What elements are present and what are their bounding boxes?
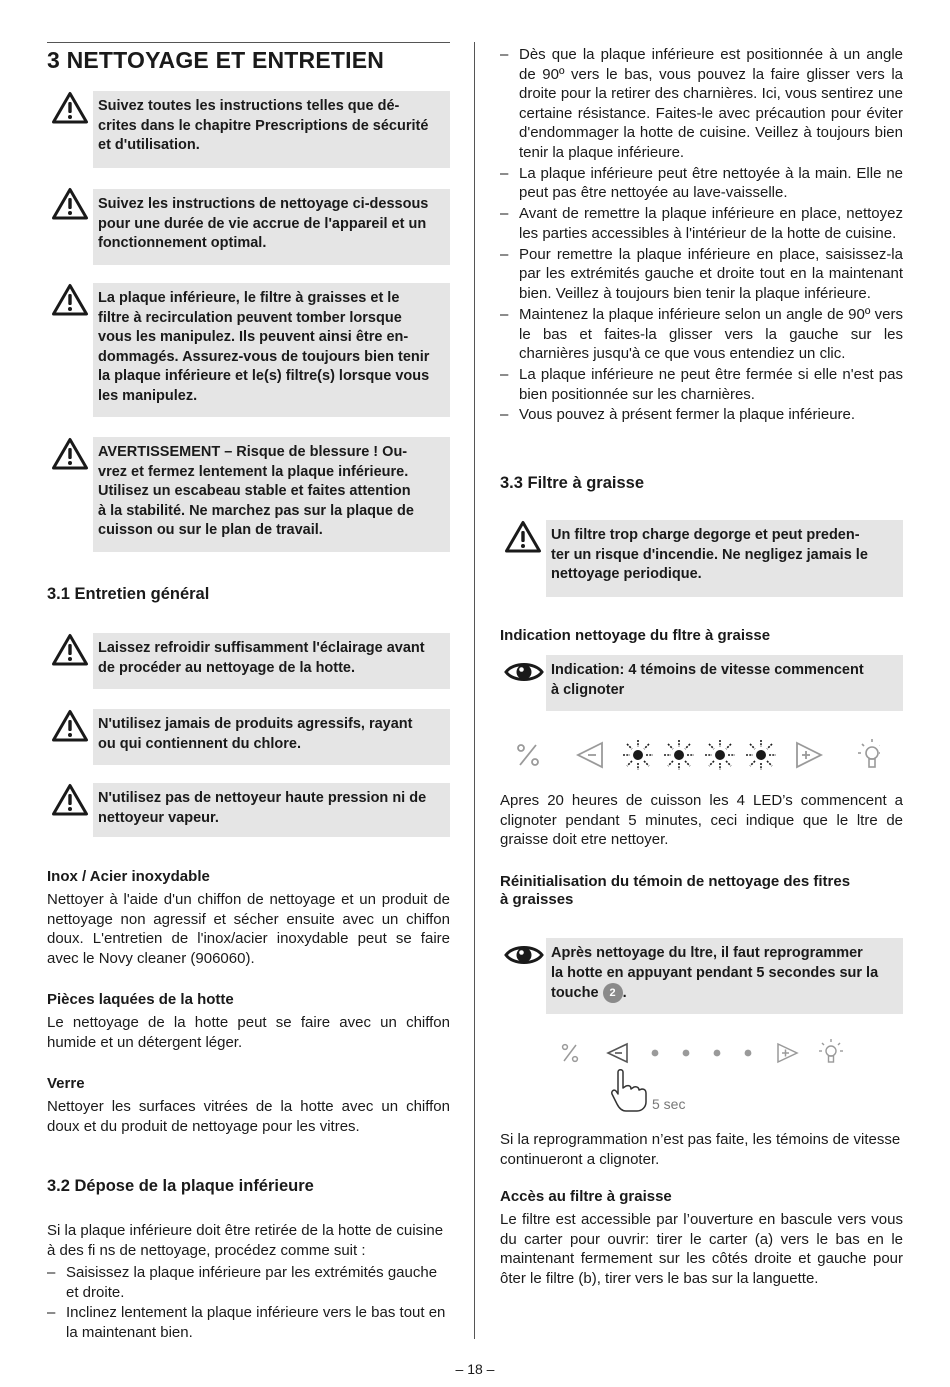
indication-heading: Indication nettoyage du fltre à graisse — [500, 627, 771, 644]
list-item: – La plaque inférieure peut être nettoyée à la main. Elle ne peut pas être nettoyée au lave-vaisselle. — [500, 164, 903, 203]
led-off-icon — [745, 1050, 752, 1057]
warning-text: Suivez les instructions de nettoyage ci-dessous pour une durée de vie accrue de l'appareil et un fonctionnement optimal. — [93, 189, 450, 265]
led-blink-icon — [705, 740, 735, 770]
reset-text-main: Après nettoyage du ltre, il faut reprogrammer la hotte en appuyant pendant 5 secondes sur la touche — [551, 945, 879, 1002]
minus-arrow-icon — [578, 743, 602, 767]
warning-triangle-icon — [51, 283, 89, 317]
eye-icon — [504, 659, 544, 685]
pointing-hand-icon — [612, 1070, 646, 1111]
list-item: – La plaque inférieure ne peut être fermée si elle n'est pas bien positionnée sur les charnières. — [500, 365, 903, 404]
section-3-2-intro: Si la plaque inférieure doit être retirée de la hotte de cuisine à des fi ns de nettoyage, procédez comme suit : — [47, 1222, 444, 1259]
plus-arrow-icon — [797, 743, 821, 767]
lacquered-heading: Pièces laquées de la hotte — [47, 991, 234, 1008]
page-number: – 18 – — [455, 1361, 495, 1377]
list-item: – Saisissez la plaque inférieure par les extrémités gauche et droite. — [47, 1263, 450, 1302]
section-3-1-heading: 3.1 Entretien général — [47, 585, 210, 603]
list-item: – Pour remettre la plaque inférieure en place, saisissez-la par les extrémités gauche et droite tout en la maintenant bien. Veillez à toujours bien tenir la plaque inférieure. — [500, 245, 903, 304]
light-bulb-icon — [819, 1039, 843, 1062]
minus-arrow-icon — [608, 1044, 627, 1062]
inox-heading: Inox / Acier inoxydable — [47, 868, 210, 885]
list-item: – Avant de remettre la plaque inférieure en place, nettoyez les parties accessibles à l'intérieur de la hotte de cuisine. — [500, 204, 903, 243]
list-item: – Vous pouvez à présent fermer la plaque inférieure. — [500, 405, 903, 425]
warning-text: Un filtre trop charge degorge et peut preden- ter un risque d'incendie. Ne negligez jamais le nettoyage periodique. — [546, 520, 903, 597]
removal-steps-list-continued — [500, 45, 903, 426]
filter-access-paragraph: Le filtre est accessible par l’ouverture en bascule vers vous du carter pour ouvrir: tirer le carter (a) vers le bas en le maintenant fermement sur les côtés droite et gauche pour ôter le filtre (b), tirer vers le bas sur la languette. — [500, 1211, 903, 1287]
led-blink-icon — [746, 740, 776, 770]
warning-triangle-icon — [504, 520, 542, 554]
lacquered-paragraph: Le nettoyage de la hotte peut se faire avec un chiffon humide et un détergent léger. — [47, 1014, 450, 1051]
section-3-3-heading: 3.3 Filtre à graisse — [500, 474, 644, 492]
warning-triangle-icon — [51, 783, 89, 817]
warning-text: AVERTISSEMENT – Risque de blessure ! Ou- vrez et fermez lentement la plaque inférieure. Utilisez un escabeau stable et faites attention à la stabilité. Ne marchez pas sur la plaque de cuisson ou sur le plan de travail. — [93, 437, 450, 552]
warning-triangle-icon — [51, 437, 89, 471]
glass-heading: Verre — [47, 1075, 85, 1092]
control-panel-reset — [560, 1036, 850, 1116]
control-panel-blinking — [510, 735, 880, 775]
eye-icon — [504, 942, 544, 968]
glass-paragraph: Nettoyer les surfaces vitrées de la hotte avec un chiffon doux et du produit de nettoyage pour les vitres. — [47, 1098, 450, 1135]
warning-text: Laissez refroidir suffisamment l'éclairage avant de procéder au nettoyage de la hotte. — [93, 633, 450, 689]
reset-text — [546, 938, 903, 1014]
led-off-icon — [714, 1050, 721, 1057]
warning-triangle-icon — [51, 91, 89, 125]
percent-icon — [518, 745, 538, 765]
warning-text: Suivez toutes les instructions telles que dé- crites dans le chapitre Prescriptions de sécurité et d'utilisation. — [93, 91, 450, 168]
led-off-icon — [683, 1050, 690, 1057]
warning-text: La plaque inférieure, le filtre à graisses et le filtre à recirculation peuvent tomber lorsque vous les manipulez. Ils peuvent ainsi être en- dommagés. Assurez-vous de toujours bien tenir la plaque inférieure et le(s) filtre(s) lorsque vous les manipulez. — [93, 283, 450, 417]
warning-text: N'utilisez jamais de produits agressifs, rayant ou qui contiennent du chlore. — [93, 709, 450, 765]
light-bulb-icon — [858, 739, 880, 767]
plus-arrow-icon — [778, 1044, 797, 1062]
reprogramming-paragraph: Si la reprogrammation n’est pas faite, les témoins de vitesse continueront a clignoter. — [500, 1131, 901, 1168]
list-item: – Dès que la plaque inférieure est positionnée à un angle de 90º vers le bas, vous pouvez la faire glisser vers la droite pour la retirer des charnières. Ici, vous sentirez une certaine résistance. Faites-le avec précaution pour éviter d'endommager la hotte de cuisine. Veillez à toujours bien tenir la plaque inférieure. — [500, 45, 903, 163]
led-blink-icon — [664, 740, 694, 770]
filter-access-heading: Accès au filtre à graisse — [500, 1188, 672, 1205]
reset-heading: Réinitialisation du témoin de nettoyage des fitres à graisses — [500, 873, 851, 908]
warning-triangle-icon — [51, 187, 89, 221]
indication-text: Indication: 4 témoins de vitesse commencent à clignoter — [546, 655, 903, 711]
column-divider — [474, 42, 475, 1339]
led-blink-icon — [623, 740, 653, 770]
page-title: 3 NETTOYAGE ET ENTRETIEN — [47, 42, 450, 74]
list-item: – Maintenez la plaque inférieure selon un angle de 90º vers le bas et faites-la glisser vers la gauche sur les charnières jusqu'à ce que vous entendiez un clic. — [500, 305, 903, 364]
hold-duration-label: 5 sec — [652, 1096, 686, 1112]
warning-triangle-icon — [51, 709, 89, 743]
warning-text: N'utilisez pas de nettoyeur haute pression ni de nettoyeur vapeur. — [93, 783, 450, 837]
after-20h-paragraph: Apres 20 heures de cuisson les 4 LED’s commencent a clignoter pendant 5 minutes, ceci indique que le ltre de graisse doit etre nettoyer. — [500, 792, 903, 849]
key-2-badge: 2 — [603, 983, 623, 1003]
reset-text-end: . — [622, 985, 627, 1002]
list-item: – Inclinez lentement la plaque inférieure vers le bas tout en la maintenant bien. — [47, 1303, 450, 1342]
removal-steps-list — [47, 1263, 450, 1344]
warning-triangle-icon — [51, 633, 89, 667]
inox-paragraph: Nettoyer à l'aide d'un chiffon de nettoyage et un produit de nettoyage non agressif et sécher ensuite avec un chiffon doux. L'entretien de l'inox/acier inoxydable peut se faire avec le Novy cleaner (906060). — [47, 891, 450, 967]
led-off-icon — [652, 1050, 659, 1057]
section-3-2-heading: 3.2 Dépose de la plaque inférieure — [47, 1177, 314, 1195]
percent-icon — [563, 1045, 578, 1062]
